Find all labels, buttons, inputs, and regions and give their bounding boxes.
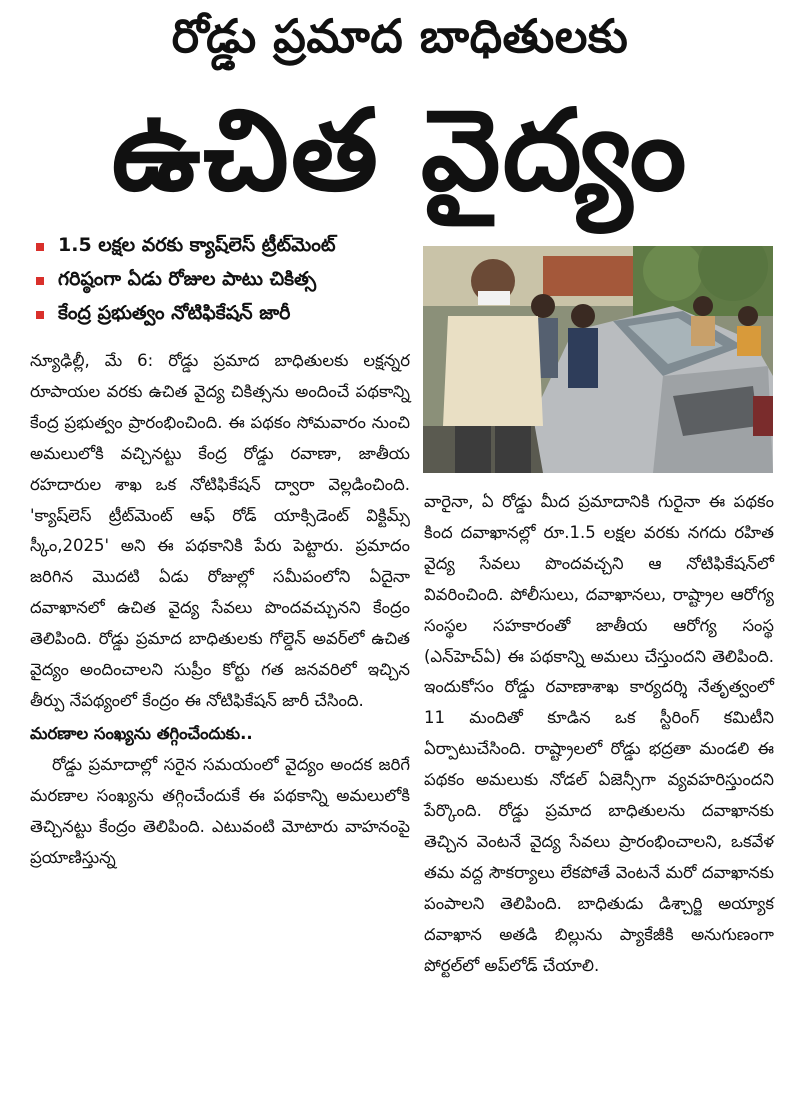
highlight-item (30, 264, 420, 298)
article-column-right (424, 487, 774, 982)
article-paragraph: న్యూఢిల్లీ, మే 6: రోడ్డు ప్రమాద బాధితులకు లక్షన్నర రూపాయల వరకు ఉచిత వైద్య చికిత్సను అందించే పథకాన్ని కేంద్ర ప్రభుత్వం ప్రారంభించింది. ఈ పథకం సోమవారం నుంచి అమలులోకి వచ్చినట్టు కేంద్ర రోడ్డు రవాణా, జాతీయ రహదారుల శాఖ ఒక నోటిఫికేషన్ ద్వారా వెల్లడించింది. 'క్యాష్‌లెస్ ట్రీట్‌మెంట్ ఆఫ్ రోడ్ యాక్సిడెంట్ విక్టిమ్స్ స్కీం,2025' అని ఈ పథకానికి పేరు పెట్టారు. ప్రమాదం జరిగిన మొదటి ఏడు రోజుల్లో సమీపంలోని ఏదైనా దవాఖానలో ఉచిత వైద్య సేవలు పొందవచ్చునని కేంద్రం తెలిపింది. రోడ్డు ప్రమాద బాధితులకు గోల్డెన్ అవర్‌లో ఉచిత వైద్యం అందించాలని సుప్రీం కోర్టు గత జనవరిలో ఇచ్చిన తీర్పు నేపథ్యంలో కేంద్రం ఈ నోటిఫికేషన్ జారీ చేసింది. (30, 351, 410, 710)
highlights-list (30, 230, 420, 332)
accident-photo (423, 246, 773, 473)
highlight-item (30, 298, 420, 332)
highlight-text: కేంద్ర ప్రభుత్వం నోటిఫికేషన్ జారీ (58, 301, 291, 324)
headline-title: ఉచిత వైద్యం (111, 86, 689, 216)
red-square-bullet-icon (36, 243, 44, 251)
article-subheading: మరణాల సంఖ్యను తగ్గించేందుకు.. (30, 723, 253, 743)
highlight-text: గరిష్ఠంగా ఏడు రోజుల పాటు చికిత్స (58, 267, 317, 290)
article-paragraph: వారైనా, ఏ రోడ్డు మీద ప్రమాదానికి గురైనా ఈ పథకం కింద దవాఖానల్లో రూ.1.5 లక్షల వరకు నగదు రహిత వైద్య సేవలు పొందవచ్చని ఆ నోటిఫికేషన్‌లో వివరించింది. పోలీసులు, దవాఖానలు, రాష్ట్రాల ఆరోగ్య సంస్థల సహకారంతో జాతీయ ఆరోగ్య సంస్థ (ఎన్‌హెచ్ఏ) ఈ పథకాన్ని అమలు చేస్తుందని తెలిపింది. ఇందుకోసం రోడ్డు రవాణాశాఖ కార్యదర్శి నేతృత్వంలో 11 మందితో కూడిన ఒక స్టీరింగ్ కమిటీని ఏర్పాటుచేసింది. రాష్ట్రాలలో రోడ్డు భద్రతా మండలి ఈ పథకం అమలుకు నోడల్ ఏజెన్సీగా వ్యవహరిస్తుందని పేర్కొంది. రోడ్డు ప్రమాద బాధితులను దవాఖానకు తెచ్చిన వెంటనే వైద్య సేవలు ప్రారంభించాలని, ఒకవేళ తమ వద్ద సౌకర్యాలు లేకపోతే వెంటనే మరో దవాఖానకు పంపాలని తెలిపింది. బాధితుడు డిశ్చార్జి అయ్యాక దవాఖాన అతడి బిల్లును ప్యాకేజీకి అనుగుణంగా పోర్టల్‌లో అప్‌లోడ్ చేయాలి. (424, 492, 774, 975)
red-square-bullet-icon (36, 311, 44, 319)
red-square-bullet-icon (36, 277, 44, 285)
article-paragraph: రోడ్డు ప్రమాదాల్లో సరైన సమయంలో వైద్యం అందక జరిగే మరణాల సంఖ్యను తగ్గించేందుకే ఈ పథకాన్ని అమలులోకి తెచ్చినట్టు కేంద్రం తెలిపింది. ఎటువంటి మోటారు వాహనంపై ప్రయాణిస్తున్న (30, 754, 410, 867)
highlight-text: 1.5 లక్షల వరకు క్యాష్‌లెస్ ట్రీట్‌మెంట్ (58, 233, 336, 256)
article-column-left (30, 346, 410, 873)
highlight-item (30, 230, 420, 264)
headline-kicker: రోడ్డు ప్రమాద బాధితులకు (171, 9, 629, 63)
